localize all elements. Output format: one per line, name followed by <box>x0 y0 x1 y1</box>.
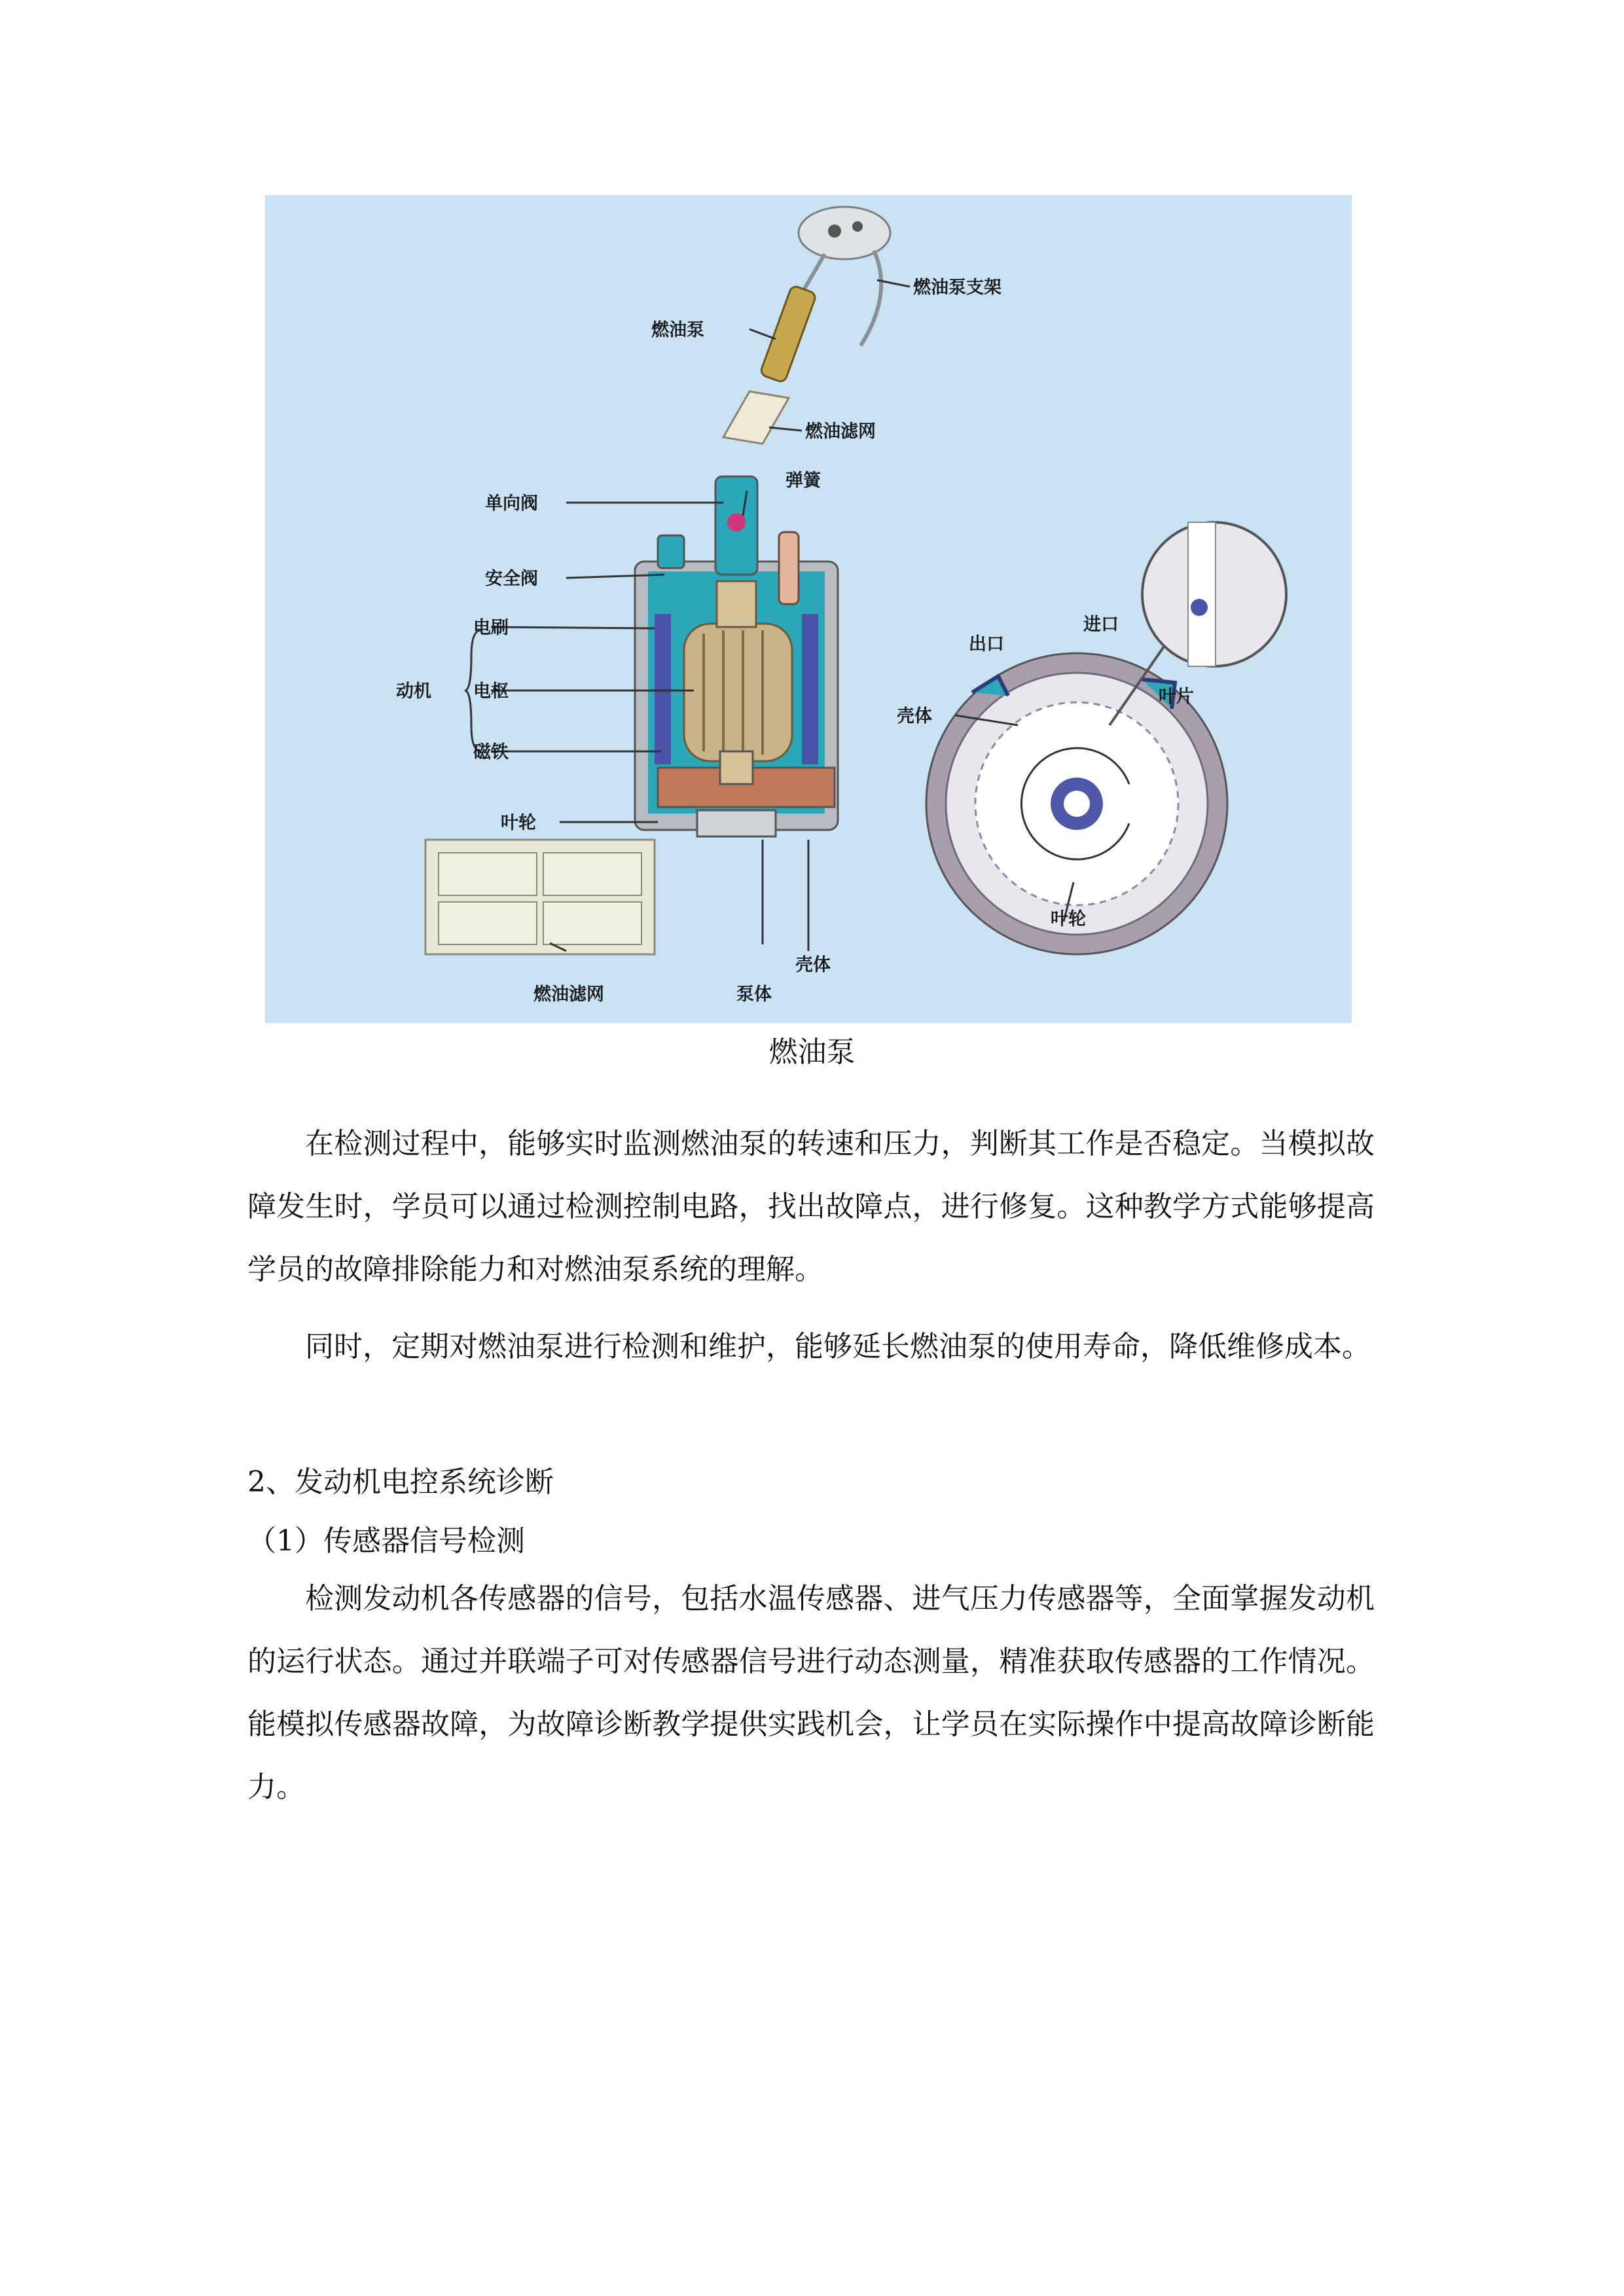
fuel-pump-figure <box>265 195 1352 1023</box>
subsection-heading: （1）传感器信号检测 <box>247 1524 525 1558</box>
label-pump-body: 泵体 <box>736 984 772 1005</box>
label-brush: 电刷 <box>473 618 509 638</box>
label-inlet: 进口 <box>1083 615 1119 635</box>
label-armature: 电枢 <box>473 681 509 702</box>
label-fuel-filter-bottom: 燃油滤网 <box>533 984 604 1005</box>
label-blade: 叶片 <box>1159 687 1194 707</box>
label-spring: 弹簧 <box>785 471 821 491</box>
fuel-pump-diagram <box>265 195 1352 1023</box>
section-heading: 2、发动机电控系统诊断 <box>247 1465 554 1499</box>
label-safety-valve: 安全阀 <box>485 569 538 589</box>
paragraph-3: 检测发动机各传感器的信号，包括水温传感器、进气压力传感器等，全面掌握发动机的运行状态。通过并联端子可对传感器信号进行动态测量，精准获取传感器的工作情况。能模拟传感器故障，为故障诊断教学提供实践机会，让学员在实际操作中提高故障诊断能力。 <box>247 1582 1375 1804</box>
label-housing-left: 壳体 <box>795 955 831 975</box>
label-impeller-left: 叶轮 <box>501 813 536 833</box>
figure-caption: 燃油泵 <box>768 1035 856 1069</box>
label-motor: 动机 <box>396 681 431 702</box>
label-impeller-right: 叶轮 <box>1051 909 1086 929</box>
label-check-valve: 单向阀 <box>485 493 538 514</box>
label-fuel-pump-bracket: 燃油泵支架 <box>913 278 1001 298</box>
label-outlet: 出口 <box>969 634 1004 655</box>
filter-box-illustration <box>422 840 655 954</box>
label-housing-right: 壳体 <box>897 706 932 726</box>
paragraph-2: 同时，定期对燃油泵进行检测和维护，能够延长燃油泵的使用寿命，降低维修成本。 <box>305 1330 1371 1363</box>
label-fuel-filter-top: 燃油滤网 <box>805 422 876 442</box>
label-fuel-pump: 燃油泵 <box>651 320 704 340</box>
label-magnet: 磁铁 <box>473 742 509 762</box>
paragraph-1: 在检测过程中，能够实时监测燃油泵的转速和压力，判断其工作是否稳定。当模拟故障发生时，学员可以通过检测控制电路，找出故障点，进行修复。这种教学方式能够提高学员的故障排除能力和对燃油泵系统的理解。 <box>247 1127 1375 1286</box>
